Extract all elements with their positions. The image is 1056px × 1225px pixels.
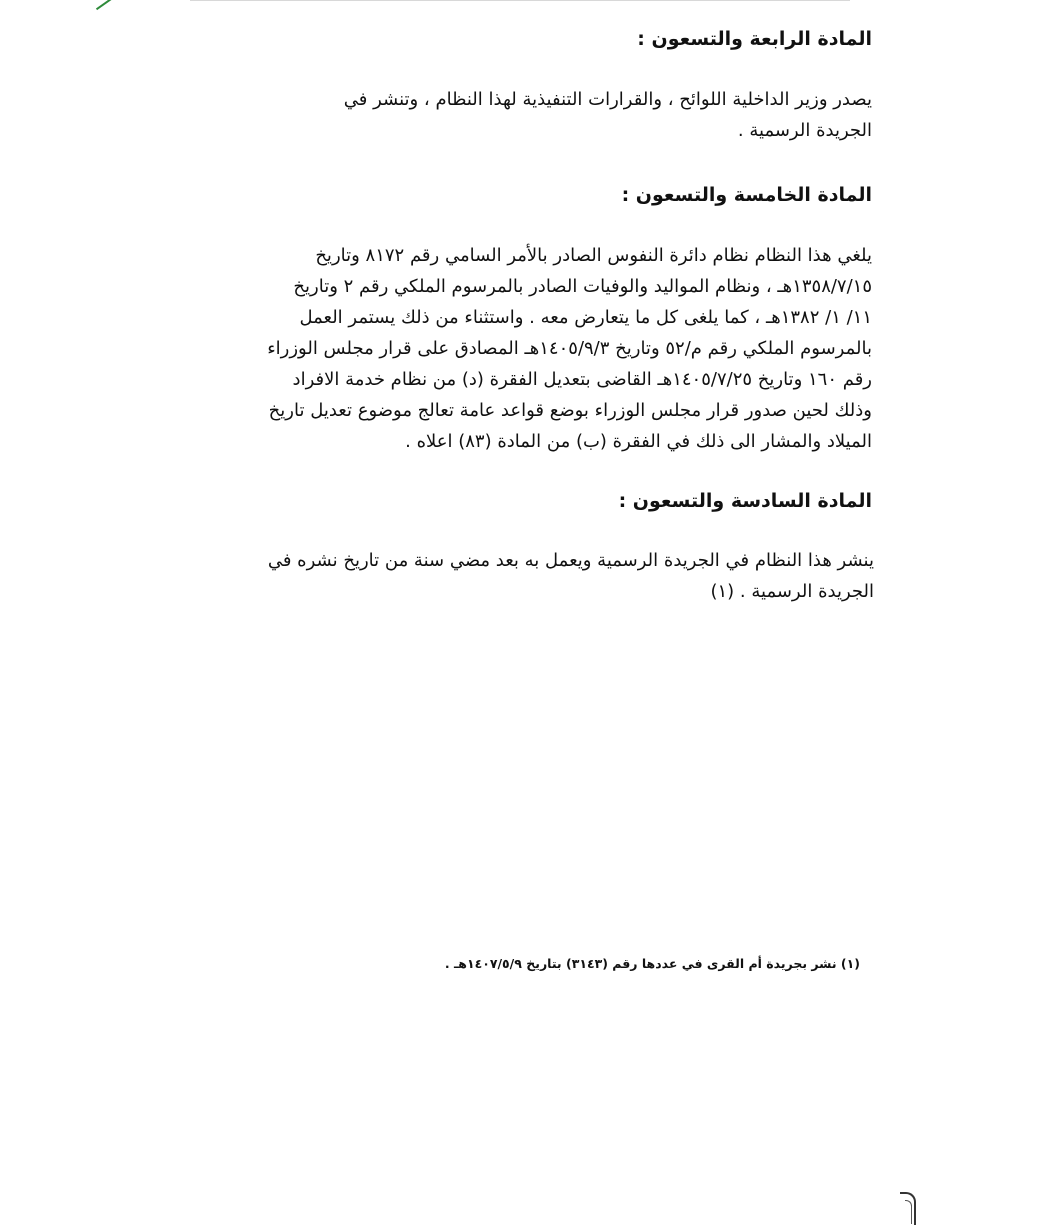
paragraph-line: رقم ١٦٠ وتاريخ ١٤٠٥/٧/٢٥هـ القاضى بتعديل الفقرة (د) من نظام خدمة الافراد: [292, 369, 872, 390]
article-94-paragraph: [242, 84, 872, 146]
article-96-paragraph: [244, 545, 874, 607]
article-95-paragraph: [242, 240, 872, 457]
footnote: (١) نشر بجريدة أم القرى في عددها رقم (٣١٤٣) بتاريخ ١٤٠٧/٥/٩هـ .: [444, 956, 860, 971]
paragraph-line: ١٣٥٨/٧/١٥هـ ، ونظام المواليد والوفيات الصادر بالمرسوم الملكي رقم ٢ وتاريخ: [293, 276, 872, 297]
green-corner-mark: [90, 0, 112, 10]
paragraph-line: الجريدة الرسمية . (١): [710, 581, 874, 602]
article-94-heading: المادة الرابعة والتسعون :: [637, 28, 872, 50]
paragraph-line: يصدر وزير الداخلية اللوائح ، والقرارات التنفيذية لهذا النظام ، وتنشر في: [343, 89, 872, 110]
paragraph-line: يلغي هذا النظام نظام دائرة النفوس الصادر بالأمر السامي رقم ٨١٧٢ وتاريخ: [315, 245, 872, 266]
paragraph-line: ١١/ ١/ ١٣٨٢هـ ، كما يلغى كل ما يتعارض معه . واستثناء من ذلك يستمر العمل: [299, 307, 872, 328]
binding-bracket-inner-mark: [905, 1200, 912, 1224]
paragraph-line: الميلاد والمشار الى ذلك في الفقرة (ب) من المادة (٨٣) اعلاه .: [405, 431, 872, 452]
article-95-heading: المادة الخامسة والتسعون :: [621, 184, 872, 206]
paragraph-line: وذلك لحين صدور قرار مجلس الوزراء بوضع قواعد عامة تعالج موضوع تعديل تاريخ: [268, 400, 872, 421]
article-96-heading: المادة السادسة والتسعون :: [618, 490, 872, 512]
paragraph-line: الجريدة الرسمية .: [737, 120, 872, 141]
paragraph-line: بالمرسوم الملكي رقم م/٥٢ وتاريخ ١٤٠٥/٩/٣هـ المصادق على قرار مجلس الوزراء: [267, 338, 872, 359]
paragraph-line: ينشر هذا النظام في الجريدة الرسمية ويعمل به بعد مضي سنة من تاريخ نشره في: [267, 550, 874, 571]
top-border-line: [190, 0, 850, 1]
